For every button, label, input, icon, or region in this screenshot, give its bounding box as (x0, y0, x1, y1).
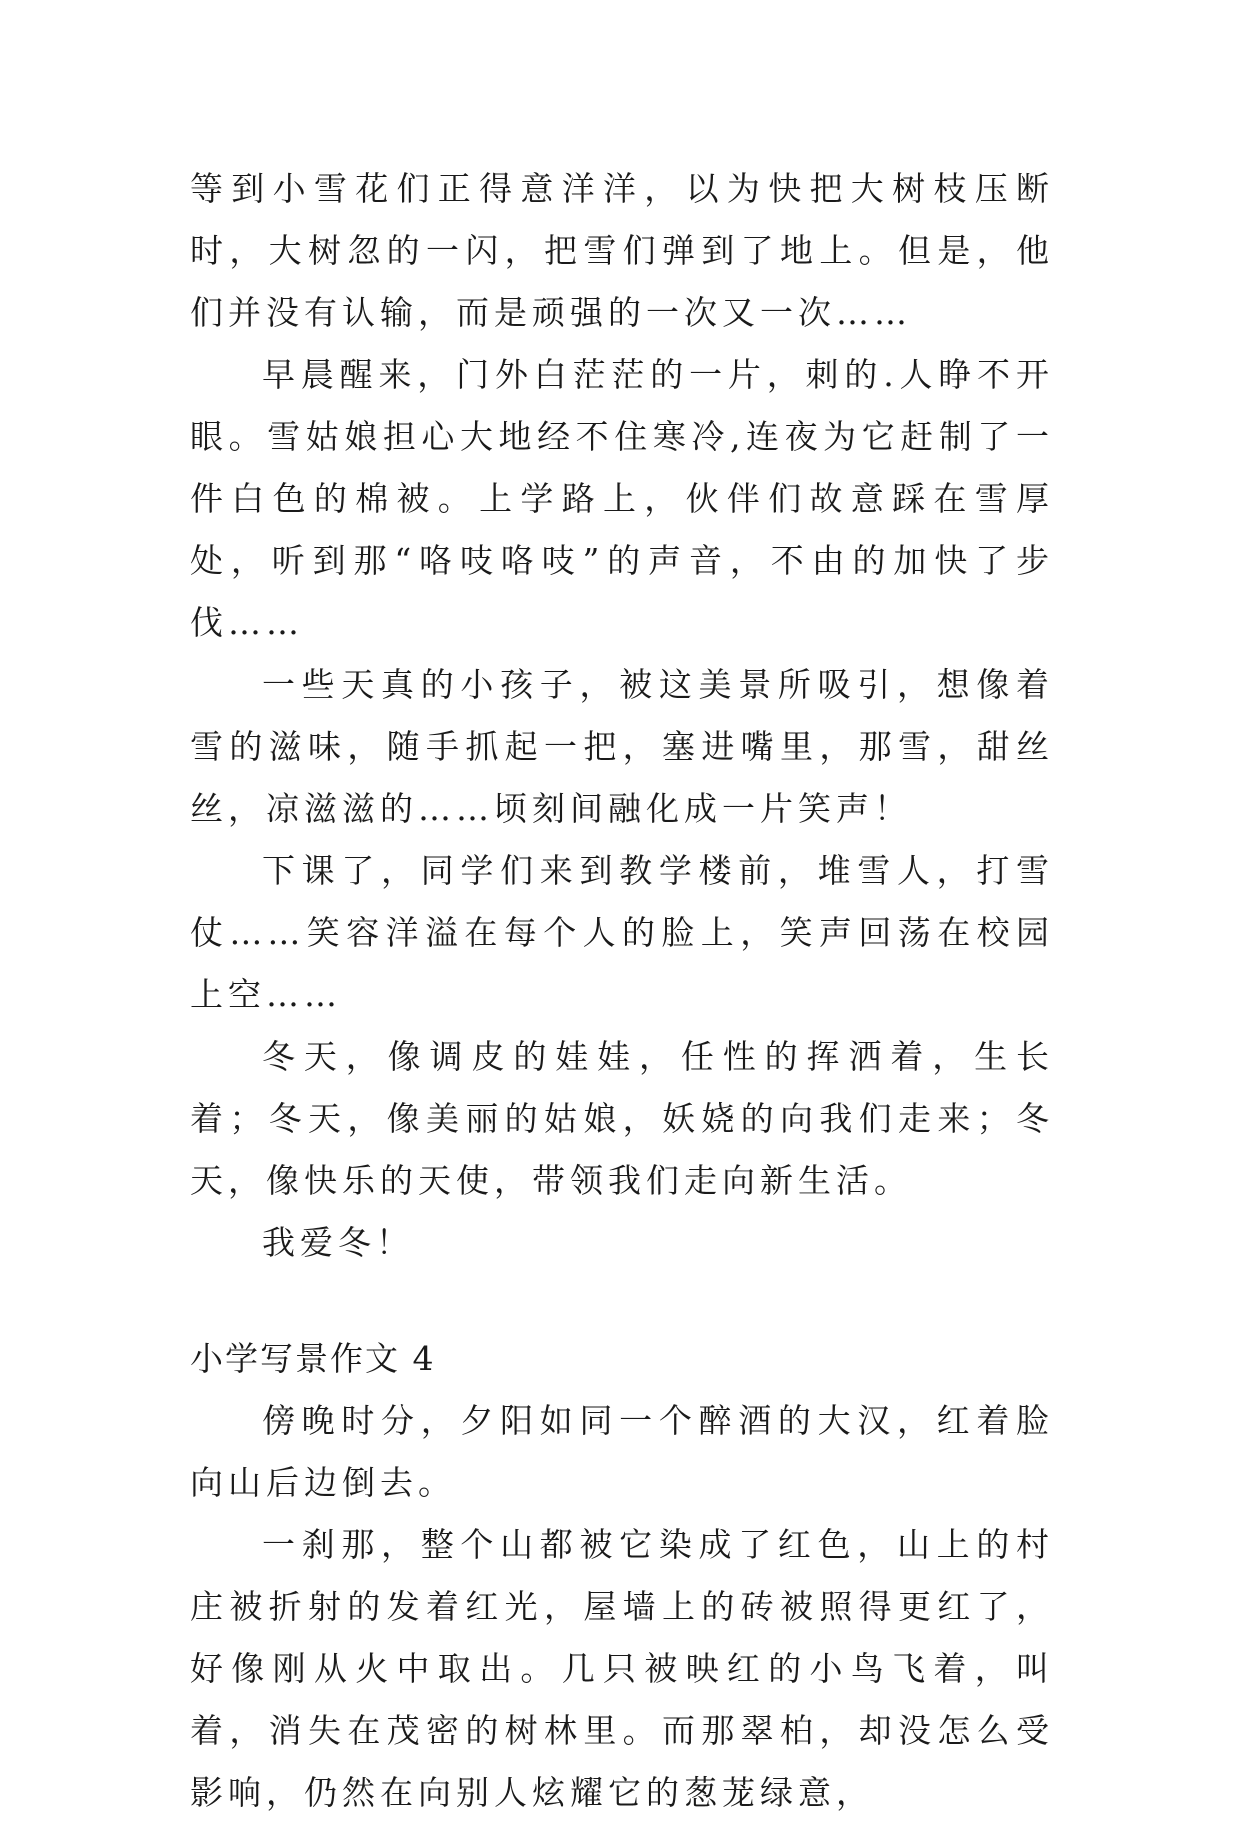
paragraph-i-love-winter: 我爱冬！ (262, 1223, 414, 1262)
paragraph-mountain-red: 一刹那，整个山都被它染成了红色，山上的村庄被折射的发着红光，屋墙上的砖被照得更红了，好像刚从火中取出。几只被映红的小鸟飞着，叫着，消失在茂密的树林里。而那翠柏，却没怎么受影响，仍然在向别人炫耀它的葱茏绿意， (190, 1525, 1054, 1812)
document-page (190, 158, 1054, 1824)
paragraph-snowflakes: 等到小雪花们正得意洋洋，以为快把大树枝压断时，大树忽的一闪，把雪们弹到了地上。但是，他们并没有认输，而是顽强的一次又一次…… (190, 169, 1054, 332)
paragraph-after-class: 下课了，同学们来到教学楼前，堆雪人，打雪仗……笑容洋溢在每个人的脸上，笑声回荡在校园上空…… (190, 851, 1054, 1014)
paragraph-morning-snow: 早晨醒来，门外白茫茫的一片，刺的.人睁不开眼。雪姑娘担心大地经不住寒冷,连夜为它赶制了一件白色的棉被。上学路上，伙伴们故意踩在雪厚处，听到那“咯吱咯吱”的声音，不由的加快了步伐…… (190, 355, 1054, 642)
paragraph-sunset: 傍晚时分，夕阳如同一个醉酒的大汉，红着脸向山后边倒去。 (190, 1401, 1054, 1502)
paragraph-children-taste-snow: 一些天真的小孩子，被这美景所吸引，想像着雪的滋味，随手抓起一把，塞进嘴里，那雪，甜丝丝，凉滋滋的……顷刻间融化成一片笑声！ (190, 665, 1054, 828)
section-title: 小学写景作文 4 (190, 1339, 436, 1378)
paragraph-winter-like: 冬天，像调皮的娃娃，任性的挥洒着，生长着；冬天，像美丽的姑娘，妖娆的向我们走来；冬天，像快乐的天使，带领我们走向新生活。 (190, 1037, 1054, 1200)
